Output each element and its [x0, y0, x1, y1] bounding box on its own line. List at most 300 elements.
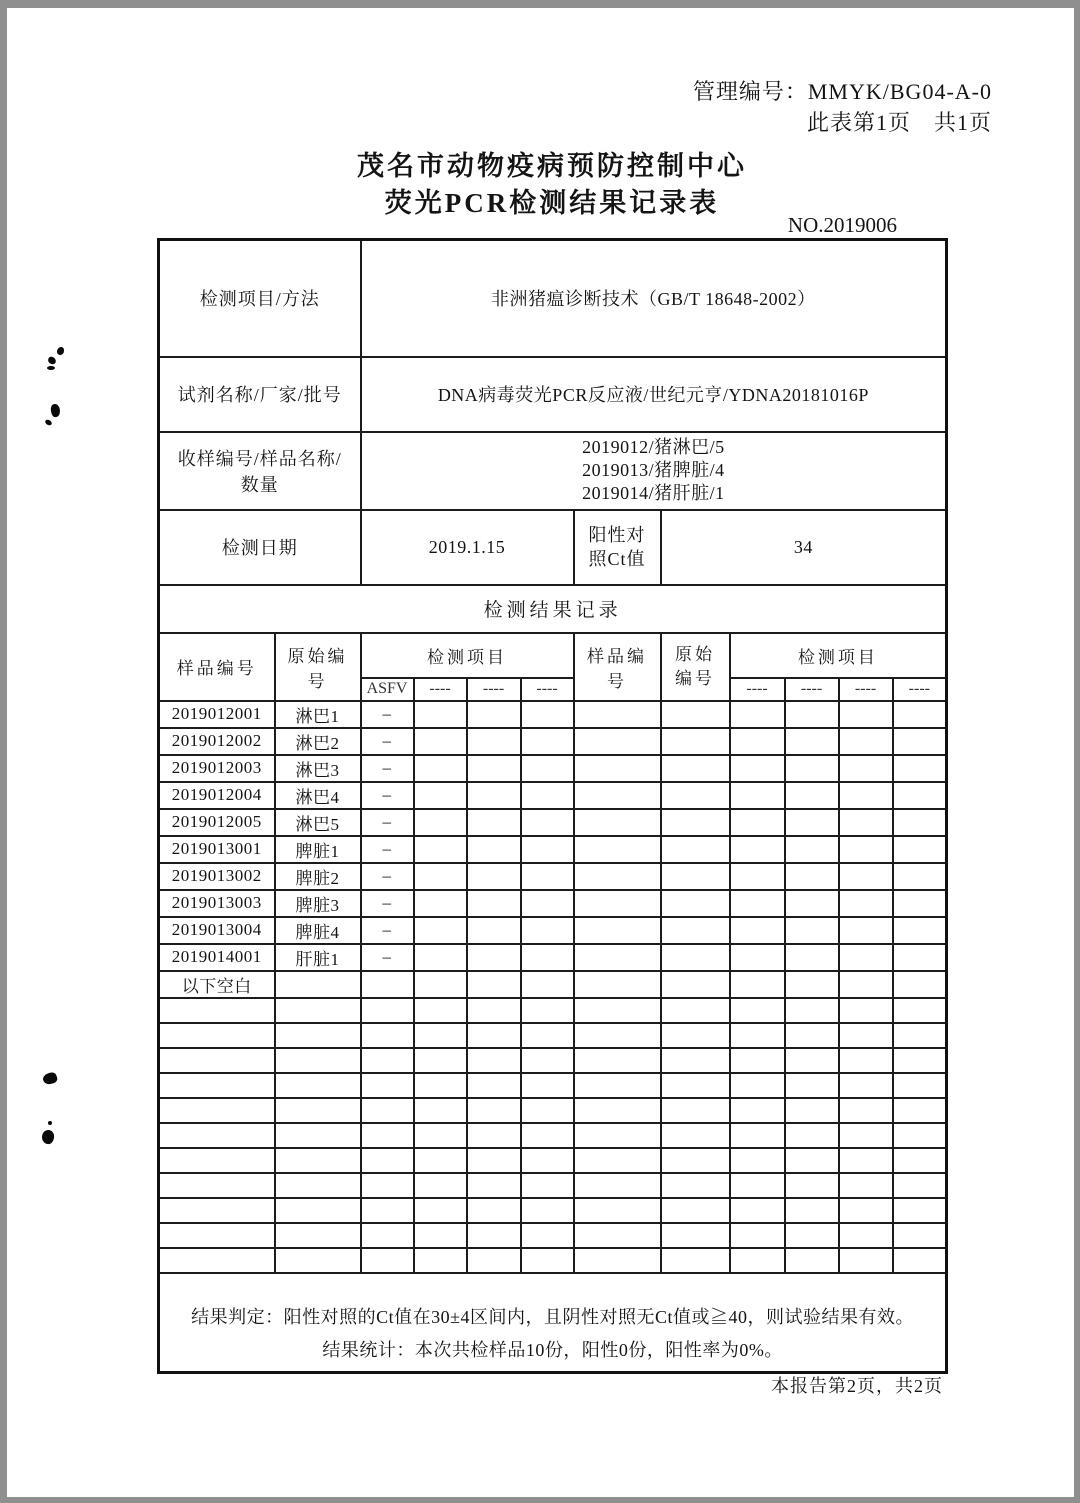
table-row [159, 432, 947, 510]
asfv-result-cell: – [361, 809, 414, 836]
orig-no-cell [275, 1048, 361, 1073]
empty-cell [574, 809, 661, 836]
empty-cell [893, 1198, 947, 1223]
sample-no-cell: 2019013004 [159, 917, 275, 944]
scan-edge-left [0, 0, 7, 1503]
empty-cell [521, 755, 574, 782]
empty-cell [661, 944, 730, 971]
empty-cell [521, 809, 574, 836]
empty-cell [521, 782, 574, 809]
result-row [159, 1048, 947, 1073]
orig-no-cell: 脾脏1 [275, 836, 361, 863]
empty-cell [893, 755, 947, 782]
sample-no-cell [159, 1223, 275, 1248]
empty-cell [521, 917, 574, 944]
results-tbody [159, 701, 947, 1273]
empty-cell [785, 863, 839, 890]
empty-cell [785, 998, 839, 1023]
reagent-value: DNA病毒荧光PCR反应液/世纪元亨/YDNA20181016P [361, 357, 947, 432]
sample-no-cell: 2019013001 [159, 836, 275, 863]
sample-no-cell [159, 1023, 275, 1048]
result-statistics-note: 结果统计：本次共检样品10份，阳性0份，阳性率为0%。 [322, 1340, 783, 1361]
empty-cell [574, 971, 661, 998]
sample-no-cell: 2019012003 [159, 755, 275, 782]
record-table [157, 238, 948, 1374]
empty-cell [730, 836, 785, 863]
sheet-page-info: 此表第1页 共1页 [806, 110, 992, 135]
orig-no-cell [275, 1198, 361, 1223]
report-page-footer: 本报告第2页，共2页 [771, 1376, 943, 1396]
reagent-label: 试剂名称/厂家/批号 [159, 357, 361, 432]
empty-cell [839, 998, 893, 1023]
empty-cell [730, 728, 785, 755]
empty-cell [661, 728, 730, 755]
empty-cell [574, 1098, 661, 1123]
admin-number: 管理编号：MMYK/BG04-A-0 [692, 79, 992, 104]
orig-no-cell [275, 1073, 361, 1098]
orig-no-cell [275, 971, 361, 998]
empty-cell [893, 1148, 947, 1173]
asfv-result-cell: – [361, 728, 414, 755]
sample-no-cell: 2019013003 [159, 890, 275, 917]
sample-no-cell [159, 1073, 275, 1098]
asfv-result-cell [361, 1098, 414, 1123]
empty-cell [730, 917, 785, 944]
empty-cell [521, 1223, 574, 1248]
result-row [159, 1123, 947, 1148]
result-row [159, 971, 947, 998]
empty-cell [730, 1023, 785, 1048]
asfv-result-cell [361, 998, 414, 1023]
empty-cell [785, 890, 839, 917]
orig-no-cell: 脾脏2 [275, 863, 361, 890]
empty-cell [661, 1098, 730, 1123]
empty-cell [661, 863, 730, 890]
empty-cell [785, 1173, 839, 1198]
empty-cell [574, 755, 661, 782]
result-row [159, 809, 947, 836]
empty-cell [661, 755, 730, 782]
empty-cell [893, 1173, 947, 1198]
empty-cell [661, 701, 730, 728]
sample-no-cell [159, 1123, 275, 1148]
empty-cell [785, 1073, 839, 1098]
sample-no-cell: 2019013002 [159, 863, 275, 890]
empty-cell [661, 1198, 730, 1223]
empty-cell [467, 1248, 521, 1273]
asfv-result-cell [361, 1073, 414, 1098]
empty-cell [839, 1223, 893, 1248]
asfv-result-cell [361, 1173, 414, 1198]
empty-cell [893, 890, 947, 917]
dash-column-header: ---- [467, 678, 521, 701]
asfv-result-cell [361, 1198, 414, 1223]
asfv-result-cell: – [361, 782, 414, 809]
result-row [159, 917, 947, 944]
empty-cell [661, 1148, 730, 1173]
orig-no-cell [275, 1123, 361, 1148]
empty-cell [730, 1048, 785, 1073]
orig-no-cell [275, 1148, 361, 1173]
empty-cell [414, 755, 467, 782]
empty-cell [893, 1098, 947, 1123]
empty-cell [730, 863, 785, 890]
empty-cell [661, 890, 730, 917]
empty-cell [467, 809, 521, 836]
orig-no-cell: 淋巴1 [275, 701, 361, 728]
empty-cell [467, 1223, 521, 1248]
sample-receipt-values [361, 432, 947, 510]
asfv-result-cell: – [361, 917, 414, 944]
left-test-item-group-header: 检测项目 [361, 633, 574, 678]
sample-no-cell: 2019012005 [159, 809, 275, 836]
notes-row [159, 1273, 947, 1373]
sample-no-cell: 2019012001 [159, 701, 275, 728]
empty-cell [839, 1098, 893, 1123]
form-title: 荧光PCR检测结果记录表 [384, 188, 720, 218]
result-row [159, 728, 947, 755]
result-row [159, 1023, 947, 1048]
empty-cell [467, 863, 521, 890]
asfv-column-header: ASFV [361, 678, 414, 701]
asfv-result-cell [361, 1223, 414, 1248]
ink-speck [48, 1121, 52, 1125]
empty-cell [467, 1073, 521, 1098]
result-row [159, 944, 947, 971]
empty-cell [574, 701, 661, 728]
orig-no-cell [275, 998, 361, 1023]
empty-cell [661, 782, 730, 809]
sample-no-cell [159, 1048, 275, 1073]
empty-cell [414, 944, 467, 971]
empty-cell [521, 1173, 574, 1198]
empty-cell [785, 782, 839, 809]
empty-cell [661, 1123, 730, 1148]
empty-cell [730, 971, 785, 998]
empty-cell [521, 1248, 574, 1273]
dash-column-header: ---- [730, 678, 785, 701]
empty-cell [661, 836, 730, 863]
orig-no-cell [275, 1023, 361, 1048]
asfv-result-cell [361, 1248, 414, 1273]
result-row [159, 1073, 947, 1098]
empty-cell [893, 1248, 947, 1273]
positive-control-ct-value: 34 [661, 510, 947, 585]
empty-cell [574, 917, 661, 944]
empty-cell [574, 1248, 661, 1273]
empty-cell [893, 1123, 947, 1148]
empty-cell [467, 1023, 521, 1048]
asfv-result-cell [361, 1048, 414, 1073]
empty-cell [839, 917, 893, 944]
empty-cell [730, 1198, 785, 1223]
empty-cell [893, 1023, 947, 1048]
empty-cell [839, 890, 893, 917]
test-item-method-value: 非洲猪瘟诊断技术（GB/T 18648-2002） [361, 240, 947, 357]
empty-cell [730, 944, 785, 971]
empty-cell [661, 917, 730, 944]
ink-speck [44, 419, 53, 427]
empty-cell [661, 1023, 730, 1048]
empty-cell [893, 863, 947, 890]
empty-cell [414, 728, 467, 755]
test-date-label: 检测日期 [159, 510, 361, 585]
ink-speck [50, 403, 62, 418]
empty-cell [467, 1123, 521, 1148]
scan-edge-top [0, 0, 1080, 8]
empty-cell [467, 944, 521, 971]
asfv-result-cell: – [361, 863, 414, 890]
empty-cell [661, 1173, 730, 1198]
empty-cell [521, 1023, 574, 1048]
empty-cell [521, 1123, 574, 1148]
table-row [159, 240, 947, 357]
empty-cell [893, 1223, 947, 1248]
empty-cell [414, 1123, 467, 1148]
right-sample-no-header: 样品编号 [574, 633, 661, 701]
positive-control-ct-label: 阳性对照Ct值 [574, 510, 661, 585]
empty-cell [893, 1048, 947, 1073]
empty-cell [661, 1073, 730, 1098]
empty-cell [467, 1198, 521, 1223]
empty-cell [521, 971, 574, 998]
empty-cell [839, 782, 893, 809]
empty-cell [893, 998, 947, 1023]
orig-no-cell [275, 1248, 361, 1273]
empty-cell [839, 701, 893, 728]
empty-cell [785, 1123, 839, 1148]
empty-cell [414, 1098, 467, 1123]
empty-cell [467, 728, 521, 755]
empty-cell [730, 890, 785, 917]
empty-cell [839, 1123, 893, 1148]
empty-cell [574, 1173, 661, 1198]
empty-cell [521, 863, 574, 890]
asfv-result-cell [361, 971, 414, 998]
orig-no-cell: 肝脏1 [275, 944, 361, 971]
test-date-value: 2019.1.15 [361, 510, 574, 585]
empty-cell [414, 1148, 467, 1173]
document-number: NO.2019006 [787, 213, 897, 237]
result-row [159, 1198, 947, 1223]
empty-cell [414, 998, 467, 1023]
empty-cell [839, 944, 893, 971]
sample-no-cell [159, 1248, 275, 1273]
orig-no-cell [275, 1098, 361, 1123]
document-title-block [157, 148, 947, 222]
empty-cell [785, 701, 839, 728]
sample-no-cell: 2019012002 [159, 728, 275, 755]
empty-cell [893, 944, 947, 971]
empty-cell [414, 782, 467, 809]
empty-cell [521, 1098, 574, 1123]
ink-speck [47, 356, 57, 365]
empty-cell [467, 1048, 521, 1073]
left-sample-no-header: 样品编号 [159, 633, 275, 701]
empty-cell [730, 782, 785, 809]
results-header-row [159, 633, 947, 678]
empty-cell [661, 809, 730, 836]
ink-speck [57, 347, 64, 355]
dash-column-header: ---- [785, 678, 839, 701]
asfv-result-cell: – [361, 755, 414, 782]
empty-cell [785, 836, 839, 863]
empty-cell [839, 755, 893, 782]
empty-cell [414, 809, 467, 836]
result-row [159, 863, 947, 890]
empty-cell [467, 755, 521, 782]
empty-cell [414, 701, 467, 728]
empty-cell [661, 1048, 730, 1073]
empty-cell [414, 863, 467, 890]
empty-cell [467, 782, 521, 809]
ink-speck [41, 1129, 55, 1145]
empty-cell [730, 755, 785, 782]
result-judgement-note: 结果判定：阳性对照的Ct值在30±4区间内，且阴性对照无Ct值或≧40，则试验结果有效。 [191, 1307, 915, 1328]
empty-cell [839, 1173, 893, 1198]
empty-cell [467, 1148, 521, 1173]
empty-cell [785, 944, 839, 971]
sample-receipt-line: 2019013/猪脾脏/4 [582, 460, 725, 480]
empty-cell [414, 1173, 467, 1198]
result-row [159, 1223, 947, 1248]
result-row [159, 998, 947, 1023]
result-row [159, 1173, 947, 1198]
orig-no-cell: 淋巴2 [275, 728, 361, 755]
test-item-method-label: 检测项目/方法 [159, 240, 361, 357]
empty-cell [785, 917, 839, 944]
empty-cell [521, 1048, 574, 1073]
right-orig-no-header: 原始编号 [661, 633, 730, 701]
result-row [159, 755, 947, 782]
empty-cell [574, 782, 661, 809]
sample-receipt-label: 收样编号/样品名称/数量 [159, 432, 361, 510]
empty-cell [785, 1098, 839, 1123]
right-test-item-group-header: 检测项目 [730, 633, 947, 678]
empty-cell [893, 809, 947, 836]
orig-no-cell: 脾脏4 [275, 917, 361, 944]
empty-cell [414, 1048, 467, 1073]
empty-cell [661, 1223, 730, 1248]
empty-cell [661, 998, 730, 1023]
empty-cell [521, 728, 574, 755]
empty-cell [785, 1048, 839, 1073]
empty-cell [893, 971, 947, 998]
empty-cell [574, 863, 661, 890]
empty-cell [730, 809, 785, 836]
asfv-result-cell: – [361, 944, 414, 971]
empty-cell [785, 1198, 839, 1223]
empty-cell [839, 971, 893, 998]
empty-cell [521, 836, 574, 863]
ink-speck [47, 366, 55, 370]
empty-cell [574, 728, 661, 755]
empty-cell [574, 1148, 661, 1173]
empty-cell [839, 1198, 893, 1223]
sample-no-cell: 以下空白 [159, 971, 275, 998]
left-orig-no-header: 原始编号 [275, 633, 361, 701]
sample-no-cell: 2019014001 [159, 944, 275, 971]
empty-cell [785, 971, 839, 998]
empty-cell [785, 1248, 839, 1273]
empty-cell [730, 998, 785, 1023]
org-name: 茂名市动物疫病预防控制中心 [357, 151, 747, 181]
empty-cell [893, 917, 947, 944]
empty-cell [574, 1223, 661, 1248]
empty-cell [839, 836, 893, 863]
empty-cell [785, 1148, 839, 1173]
empty-cell [730, 1148, 785, 1173]
empty-cell [839, 1148, 893, 1173]
asfv-result-cell: – [361, 890, 414, 917]
empty-cell [785, 1023, 839, 1048]
empty-cell [893, 782, 947, 809]
sample-receipt-line: 2019014/猪肝脏/1 [582, 483, 725, 503]
empty-cell [785, 728, 839, 755]
empty-cell [521, 944, 574, 971]
empty-cell [730, 1223, 785, 1248]
sample-receipt-line: 2019012/猪淋巴/5 [582, 437, 725, 457]
empty-cell [839, 1073, 893, 1098]
asfv-result-cell: – [361, 836, 414, 863]
sample-no-cell [159, 1098, 275, 1123]
empty-cell [521, 1198, 574, 1223]
empty-cell [414, 836, 467, 863]
empty-cell [574, 1123, 661, 1148]
empty-cell [467, 998, 521, 1023]
result-row [159, 1148, 947, 1173]
empty-cell [574, 944, 661, 971]
dash-column-header: ---- [893, 678, 947, 701]
asfv-result-cell [361, 1148, 414, 1173]
empty-cell [730, 1123, 785, 1148]
empty-cell [730, 701, 785, 728]
orig-no-cell [275, 1173, 361, 1198]
sample-no-cell [159, 1148, 275, 1173]
orig-no-cell: 脾脏3 [275, 890, 361, 917]
admin-header [693, 76, 992, 138]
empty-cell [414, 1248, 467, 1273]
empty-cell [574, 1198, 661, 1223]
empty-cell [467, 971, 521, 998]
sample-no-cell: 2019012004 [159, 782, 275, 809]
empty-cell [839, 863, 893, 890]
table-row [159, 585, 947, 633]
empty-cell [839, 1248, 893, 1273]
empty-cell [414, 917, 467, 944]
empty-cell [414, 1223, 467, 1248]
sample-no-cell [159, 998, 275, 1023]
empty-cell [521, 1073, 574, 1098]
empty-cell [467, 1098, 521, 1123]
asfv-result-cell [361, 1023, 414, 1048]
asfv-result-cell [361, 1123, 414, 1148]
empty-cell [574, 1073, 661, 1098]
scan-edge-right [1074, 0, 1080, 1503]
empty-cell [574, 1023, 661, 1048]
empty-cell [893, 836, 947, 863]
empty-cell [414, 971, 467, 998]
empty-cell [521, 998, 574, 1023]
empty-cell [661, 971, 730, 998]
empty-cell [467, 701, 521, 728]
empty-cell [414, 890, 467, 917]
empty-cell [730, 1173, 785, 1198]
empty-cell [467, 1173, 521, 1198]
table-row [159, 357, 947, 432]
empty-cell [893, 1073, 947, 1098]
empty-cell [730, 1098, 785, 1123]
